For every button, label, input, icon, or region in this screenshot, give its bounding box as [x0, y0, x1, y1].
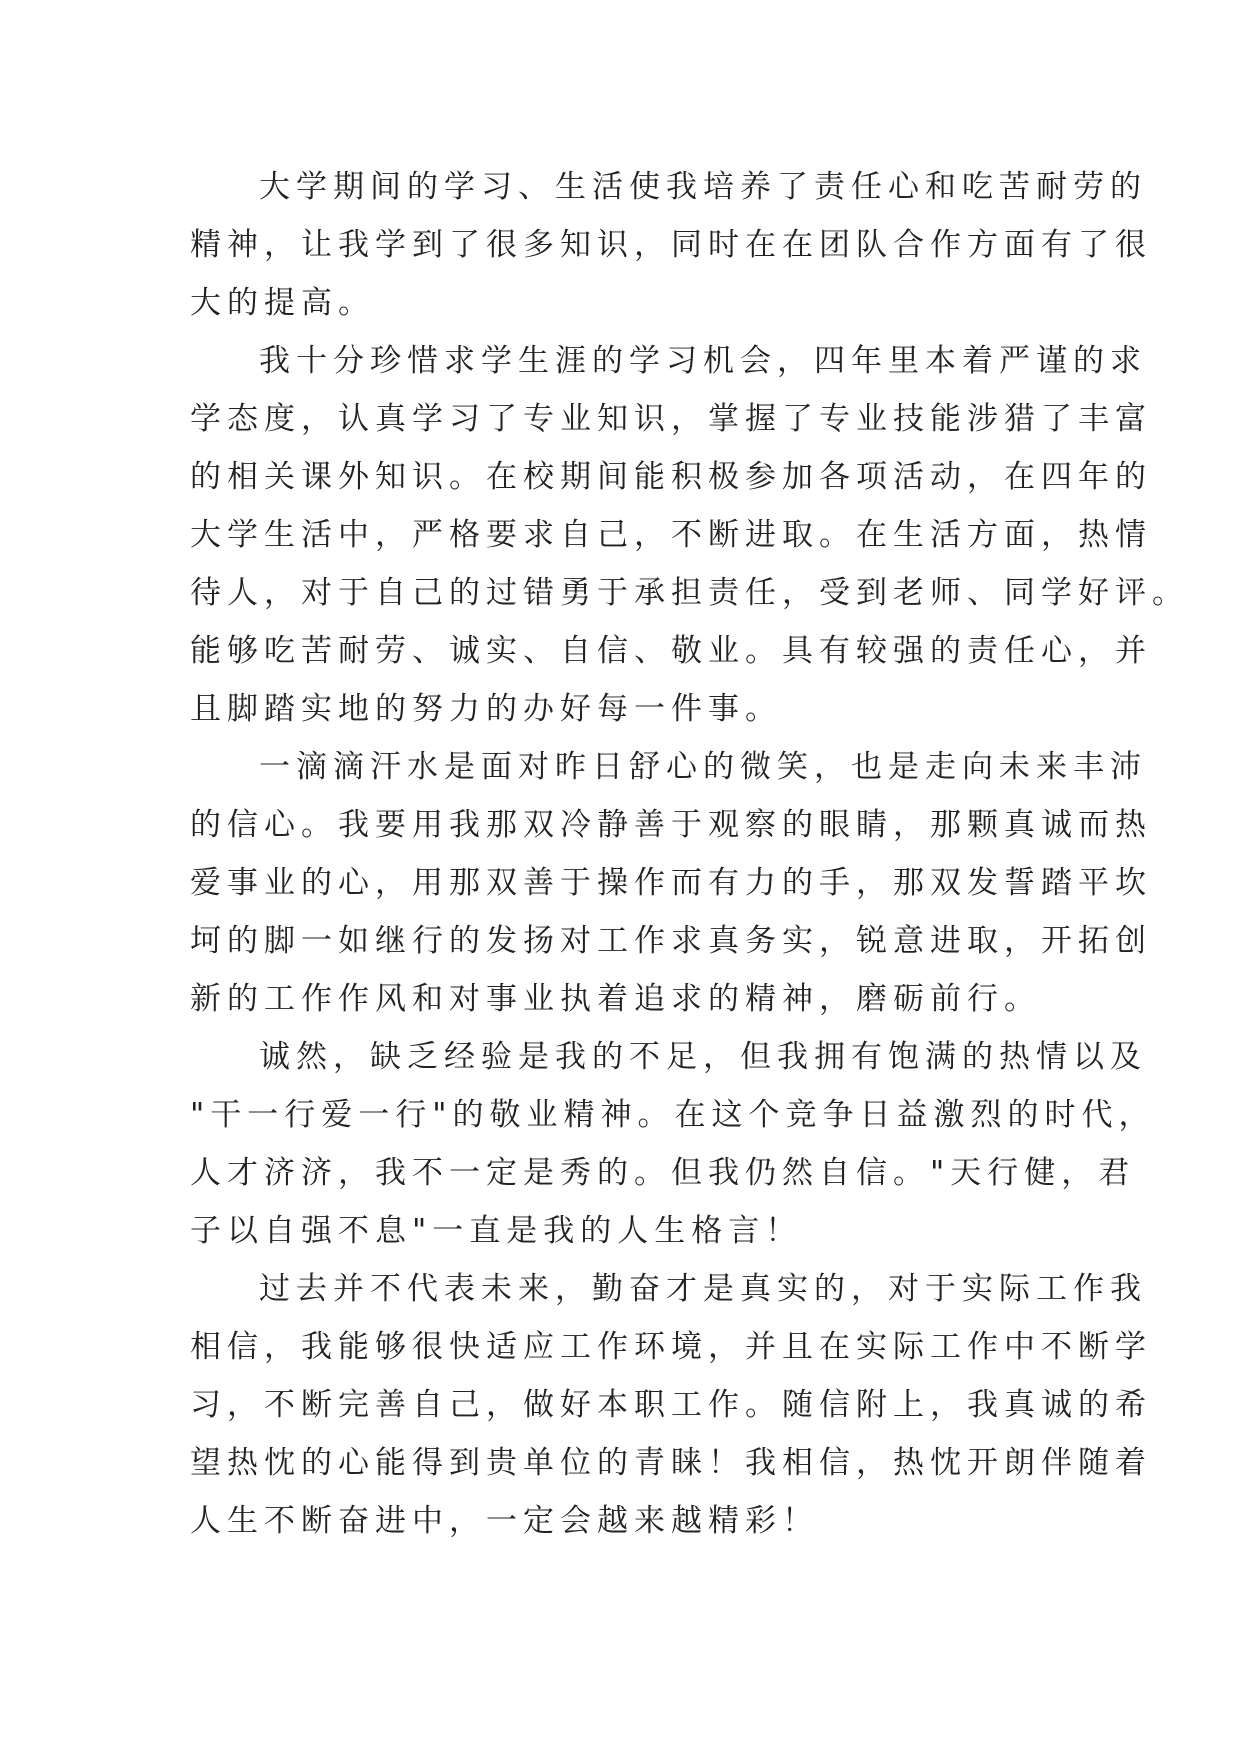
- paragraph-line: 学态度，认真学习了专业知识，掌握了专业技能涉猎了丰富: [190, 401, 1152, 437]
- paragraph-line: 待人，对于自己的过错勇于承担责任，受到老师、同学好评。: [190, 575, 1189, 611]
- document-body: [190, 158, 1189, 1550]
- paragraph-line: 诚然，缺乏经验是我的不足，但我拥有饱满的热情以及: [259, 1039, 1147, 1075]
- paragraph-line: 人生不断奋进中，一定会越来越精彩！: [190, 1503, 819, 1539]
- paragraph-line: 精神，让我学到了很多知识，同时在在团队合作方面有了很: [190, 227, 1152, 263]
- paragraph-line: 相信，我能够很快适应工作环境，并且在实际工作中不断学: [190, 1329, 1152, 1365]
- paragraph-line: "干一行爱一行"的敬业精神。在这个竞争日益激烈的时代，: [190, 1097, 1156, 1133]
- paragraph-line: 大学期间的学习、生活使我培养了责任心和吃苦耐劳的: [259, 169, 1147, 205]
- paragraph-line: 新的工作作风和对事业执着追求的精神，磨砺前行。: [190, 981, 1041, 1017]
- paragraph-line: 的信心。我要用我那双冷静善于观察的眼睛，那颗真诚而热: [190, 807, 1152, 843]
- paragraph-2: [190, 332, 1189, 738]
- paragraph-line: 大的提高。: [190, 285, 375, 321]
- paragraph-line: 习，不断完善自己，做好本职工作。随信附上，我真诚的希: [190, 1387, 1152, 1423]
- paragraph-line: 能够吃苦耐劳、诚实、自信、敬业。具有较强的责任心，并: [190, 633, 1152, 669]
- paragraph-line: 望热忱的心能得到贵单位的青睐！我相信，热忱开朗伴随着: [190, 1445, 1152, 1481]
- paragraph-line: 人才济济，我不一定是秀的。但我仍然自信。"天行健，君: [190, 1155, 1136, 1191]
- paragraph-3: [190, 738, 1152, 1028]
- paragraph-line: 一滴滴汗水是面对昨日舒心的微笑，也是走向未来丰沛: [259, 749, 1147, 785]
- paragraph-4: [190, 1028, 1156, 1260]
- paragraph-line: 我十分珍惜求学生涯的学习机会，四年里本着严谨的求: [259, 343, 1147, 379]
- paragraph-line: 子以自强不息"一直是我的人生格言！: [190, 1213, 803, 1249]
- paragraph-1: [190, 158, 1152, 332]
- paragraph-line: 爱事业的心，用那双善于操作而有力的手，那双发誓踏平坎: [190, 865, 1152, 901]
- paragraph-5: [190, 1260, 1152, 1550]
- paragraph-line: 过去并不代表未来，勤奋才是真实的，对于实际工作我: [259, 1271, 1147, 1307]
- paragraph-line: 的相关课外知识。在校期间能积极参加各项活动，在四年的: [190, 459, 1152, 495]
- paragraph-line: 且脚踏实地的努力的办好每一件事。: [190, 691, 782, 727]
- paragraph-line: 坷的脚一如继行的发扬对工作求真务实，锐意进取，开拓创: [190, 923, 1152, 959]
- paragraph-line: 大学生活中，严格要求自己，不断进取。在生活方面，热情: [190, 517, 1152, 553]
